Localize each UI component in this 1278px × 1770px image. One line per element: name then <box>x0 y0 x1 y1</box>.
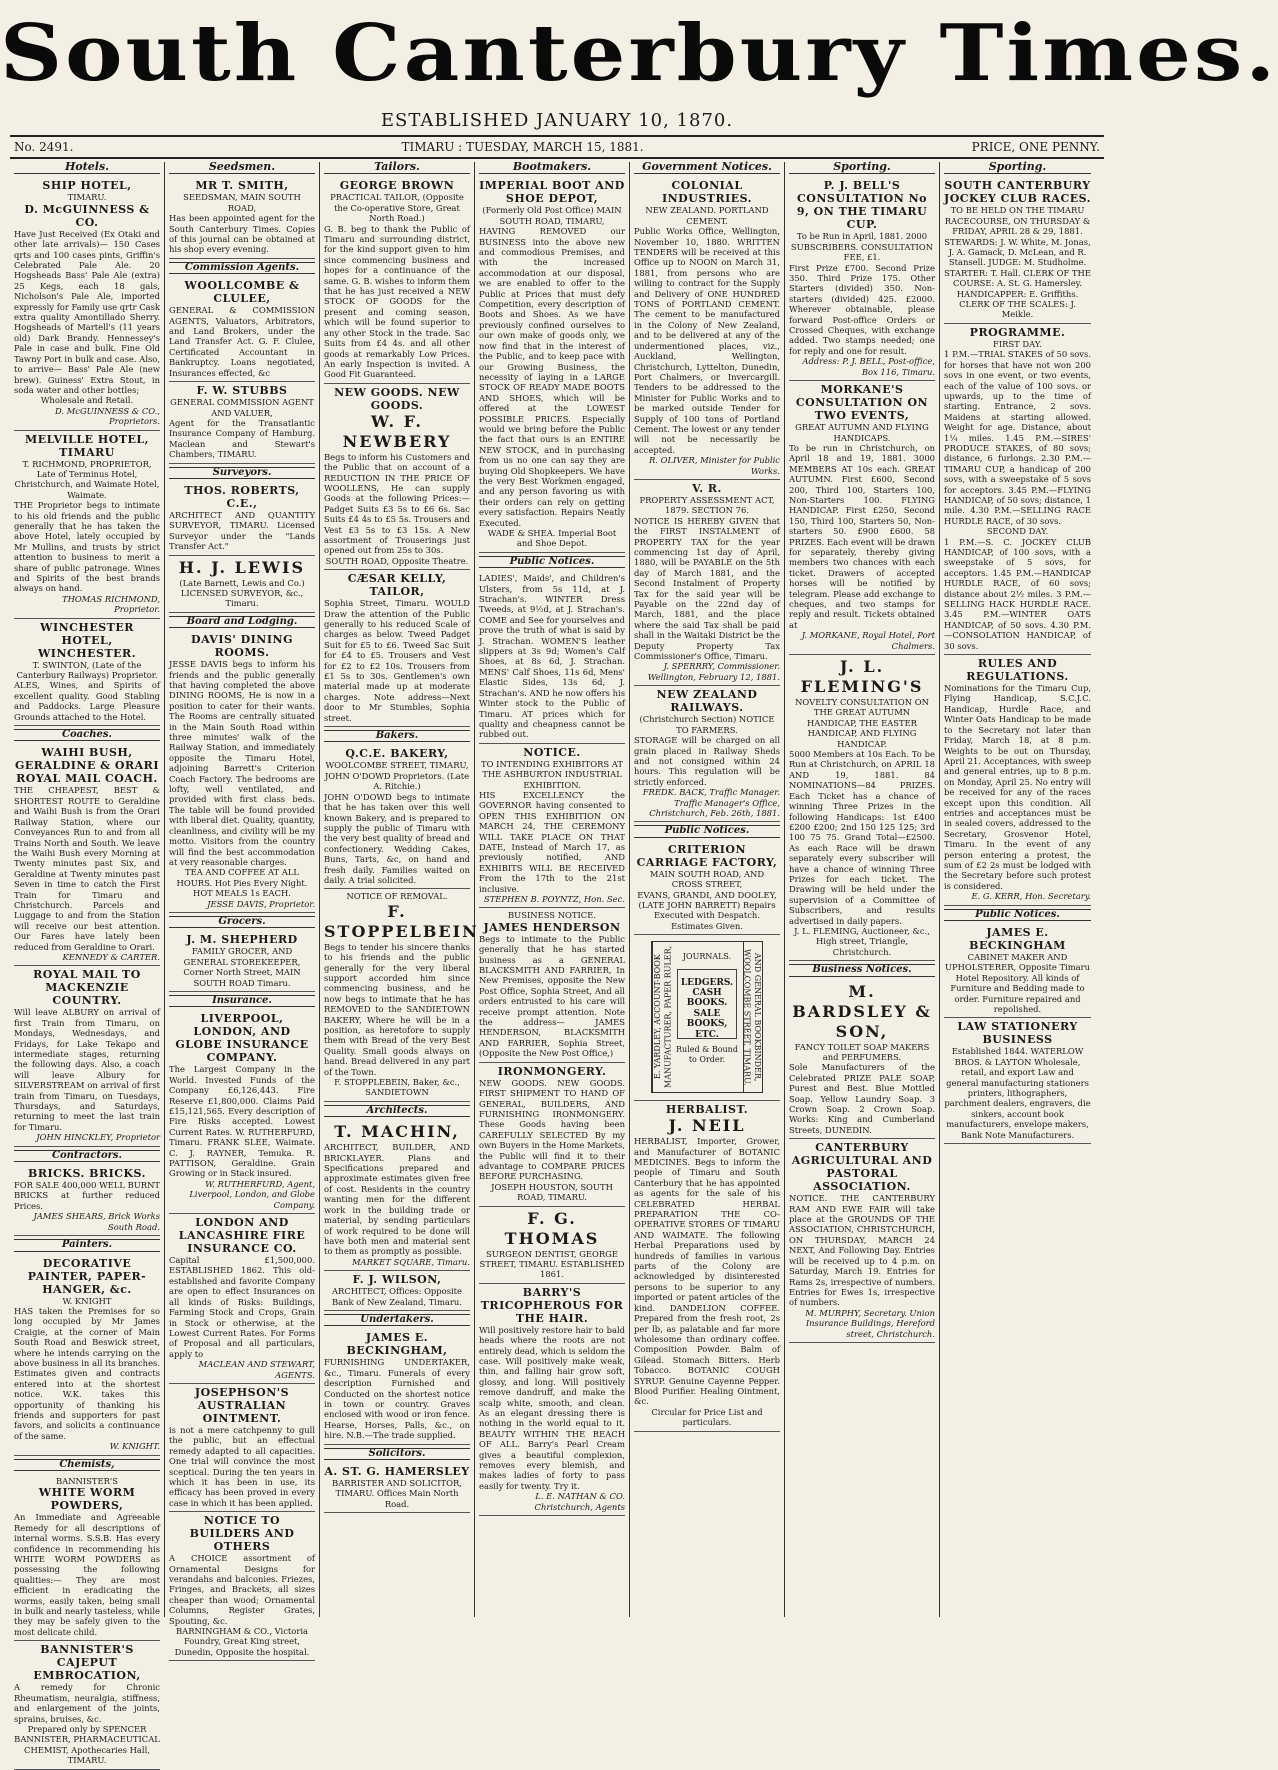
advert <box>479 177 625 552</box>
advert-body: STORAGE will be charged on all grain placed in Railway Sheds and not consigned within 24 hours. This regulation will be strictly enforced. <box>634 735 780 787</box>
column-heading: Hotels. <box>14 162 160 174</box>
advert-heading: NEW GOODS. NEW GOODS. <box>334 385 460 412</box>
advert-heading: PROGRAMME. <box>969 325 1066 339</box>
advert-signature: W. KNIGHT. <box>109 1441 160 1452</box>
advert <box>634 1101 780 1431</box>
advert-subheading: NOTICE OF REMOVAL. <box>346 891 448 902</box>
advert-heading: BANNISTER'S CAJEPUT EMBROCATION, <box>33 1643 141 1683</box>
advert-body: Established 1844. WATERLOW BROS. & LAYTON Wholesale, retail, and export Law and general manufacturing stationers printers, lithographers, parchment dealers, engravers, die sinkers, account book manufacturers, envelope makers, Bank Note Manufacturers. <box>944 1046 1091 1140</box>
advert <box>169 1010 315 1214</box>
advert <box>324 1329 470 1444</box>
advert-body: HIS EXCELLENCY the GOVERNOR having consented to OPEN THIS EXHIBITION ON MARCH 24, THE CEREMONY WILL TAKE PLACE ON THAT DATE, Instead of March 17, as previously notified, AND EXHIBITS WILL BE RECEIVED From the 17th to the 21st inclusive. <box>479 789 625 894</box>
advert-heading: IMPERIAL BOOT AND SHOE DEPOT, <box>479 179 625 206</box>
advert <box>169 631 315 913</box>
advert-body: LADIES', Maids', and Children's Ulsters, from 5s 11d, at J. Strachan's. WINTER Dress Tweeds, at 9½d, at J. Strachan's. COME and See for yourselves and prove the truth of what is said by J. Strachan. WOMEN'S leather slippers at 3s 9d; Women's Calf Shoes, at 8s 6d, J. Strachan. MENS' Calf Shoes, 11s 6d, Mens' Elastic Sides, 13s 6d, J. Strachan's. AND he now offers his Winter stock to the Public of Timaru. AT prices which for quality and cheapness cannot be rubbed out. <box>479 573 625 740</box>
advert-signature: Address: P. J. BELL, Post-office, Box 116, Timaru. <box>802 356 935 377</box>
advert-signature: JAMES SHEARS, Brick Works South Road. <box>33 1211 160 1232</box>
advert <box>479 908 625 1062</box>
advert <box>324 177 470 383</box>
advert-body: ARCHITECT, BUILDER, AND BRICKLAYER. Plans and Specifications prepared and approximate estimates given free of cost. Residents in the country wanting men for the different work in the building trade or material, by sending particulars of work required to be done will have both men and material sent to them as promptly as possible. <box>324 1142 470 1257</box>
advert-heading: NOTICE. <box>523 745 581 759</box>
advert-body: Begs to tender his sincere thanks to his friends and the public generally for the very liberal support accorded him since commencing business, and he now begs to intimate that he has REMOVED to the SANDIETOWN BAKERY, Where he will be in a position, as heretofore to supply them with Bread of the very Best Quality. Small goods always on hand. Bread delivered in any part of the Town. <box>324 941 470 1077</box>
advert-signature: SOUTH ROAD, Opposite Theatre. <box>325 555 469 566</box>
ledger-book-icon <box>677 969 737 1039</box>
advert-subheading: SECOND DAY. <box>986 526 1049 537</box>
advert-body: JESSE DAVIS begs to inform his friends and the public generally that having completed the above DINING ROOMS, He is now in a position to cater for their wants. The Rooms are centrally situated in the Main South Road within three minutes' walk of the Railway Station, and immediately opposite the Timaru Hotel, adjoining Barrett's Criterion Coach Factory. The bedrooms are lofty, well ventilated, and provided with first class beds. The table will be found provided with liberal diet. Quality, quantity, cleanliness, and civility will be my motto. Visitors from the country will find the best accommodation at very reasonable charges. <box>169 659 315 867</box>
advert-body: A CHOICE assortment of Ornamental Designs for verandahs and balconies. Friezes, Fringes, and Brackets, all sizes cheaper than wood; Ornamental Columns, Register Grates, Spouting, &c. <box>169 1553 315 1626</box>
section-heading: Commission Agents. <box>169 262 315 274</box>
advert <box>944 1018 1091 1144</box>
advert-signature: WADE & SHEA. Imperial Boot and Shoe Depot. <box>487 528 617 549</box>
advert-body: FOR SALE 400,000 WELL BURNT BRICKS at further reduced Prices. <box>14 1180 161 1211</box>
advert-heading: J. M. SHEPHERD <box>186 933 298 947</box>
advert-signature: MARKET SQUARE, Timaru. <box>351 1256 470 1267</box>
column-sporting-2 <box>940 162 1095 1617</box>
advert-heading: V. R. <box>692 481 722 495</box>
advert-subheading: TO INTENDING EXHIBITORS AT THE ASHBURTON INDUSTRIAL EXHIBITION. <box>481 758 623 790</box>
advert-body: Begs to intimate to the Public generally that he has started business as a GENERAL BLACKSMITH AND FARRIER, In New Premises, opposite the New Post Office, Sophia Street, And all orders entrusted to his care will receive prompt attention. Note the address— JAMES HENDERSON, BLACKSMITH AND FARRIER, Sophia Street, (Opposite the New Post Office,) <box>479 933 625 1059</box>
advert-heading: J. NEIL <box>668 1116 746 1136</box>
advert-heading: A. ST. G. HAMERSLEY <box>324 1465 470 1478</box>
advert-subheading: MAIN SOUTH ROAD, AND CROSS STREET, <box>649 868 765 890</box>
advert-body: 5000 Members at 10s Each. To be Run at Christchurch, on APRIL 18 AND 19, 1881. 84 NOMINATIONS—84 PRIZES. Each Ticket has a chance of winning Three Prizes in the following Handicaps: 1st £400 £200 £200; 2nd 150 125 125; 3rd 100 75 75. Grand Total—£2500. As each Race will be drawn separately every subscriber will have a chance of winning Three Prizes for each ticket. The Drawing will be held under the supervision of a Committee of Subscribers, and results advertised in daily papers. <box>789 749 935 926</box>
advert <box>324 1271 470 1311</box>
section-heading: Business Notices. <box>789 964 935 976</box>
advert-body: (Late Barnett, Lewis and Co.) LICENSED SURVEYOR, &c., Timaru. <box>179 577 305 609</box>
advert-heading: NOTICE TO BUILDERS AND OTHERS <box>189 1514 295 1554</box>
advert-subheading: GENERAL COMMISSION AGENT AND VALUER, <box>170 397 314 418</box>
advert-body: GENERAL & COMMISSION AGENTS, Valuators, Arbitrators, and Land Brokers, under the Land Transfer Act. G. F. Clulee, Certificated Accountant in Bankruptcy. Loans negotiated, Insurances effected, &c <box>169 305 315 378</box>
established-line: ESTABLISHED JANUARY 10, 1870. <box>380 110 734 131</box>
advert <box>324 1463 470 1513</box>
ledger-cash-books: CASH BOOKS. <box>686 988 728 1009</box>
advert-body: ARCHITECT AND QUANTITY SURVEYOR, TIMARU. Licensed Surveyor under the "Lands Transfer Act." <box>169 509 315 552</box>
advert <box>789 177 935 381</box>
advert-signature: J. SPERRRY, Commissioner. Wellington, February 12, 1881. <box>647 661 780 682</box>
advert-signature: BARNINGHAM & CO., Victoria Foundry, Great King street, Dunedin, Opposite the hospital. <box>174 1626 310 1657</box>
advert-subheading: W. KNIGHT <box>62 1295 112 1306</box>
advert-signature: Prepared only by SPENCER BANNISTER, PHARMACEUTICAL CHEMIST, Apothecaries Hall, TIMARU. <box>14 1723 160 1766</box>
advert-body: HERBALIST, Importer, Grower, and Manufacturer of BOTANIC MEDICINES. Begs to inform the people of Timaru and South Canterbury that he has appointed as agents for the sale of his CELEBRATED HERBAL PREPARATION THE CO-OPERATIVE STORES OF TIMARU AND WAIMATE. The following Herbal Preparations used by hundreds of families in various parts of the Colony are acknowledged by disinterested persons to be superior to any imported or patent articles of the kind. DANDELION COFFEE. Prepared from the fresh root, 2s per lb, as palatable and far more wholesome than ordinary coffee. Composition Powder. Balm of Gilead. Stomach Bitters. Herb Tobacco. BOTANIC COUGH SYRUP. Genuine Cayenne Pepper. Blood Purifier. Healing Ointment, &c. <box>634 1136 780 1407</box>
advert-heading: LONDON AND LANCASHIRE FIRE INSURANCE CO. <box>178 1216 306 1256</box>
advert-subheading: TIMARU. <box>67 192 107 203</box>
column-heading: Government Notices. <box>634 162 780 174</box>
advert-body: Sophia Street, Timaru. WOULD Draw the attention of the Public generally to his reduced Scale of charges as below. Tweed Padget Suit for £5 to £6. Tweed Sac Suit for £4 to £5. Trousers and Vest for £2 to £2 10s. Trousers from £1 5s to 30s. Gentlemen's own material made up at moderate charges. Note address—Next door to Mr Stumbles, Sophia street. <box>324 598 470 723</box>
masthead <box>0 0 1278 108</box>
issue-dateline: TIMARU : TUESDAY, MARCH 15, 1881. <box>401 140 644 154</box>
advert-body: ALES, Wines, and Spirits of excellent quality. Good Stabling and Paddocks. Large Pleasure Grounds attached to the Hotel. <box>14 680 160 722</box>
advert-subheading: (Formerly Old Post Office) MAIN SOUTH ROAD, TIMARU, <box>482 205 622 226</box>
advert-heading: JAMES E. BECKINGHAM, <box>346 1331 448 1358</box>
advert-body: THE Proprietor begs to intimate to his old friends and the public generally that he has taken the above Hotel, lately occupied by Mr Mullins, and trusts by strict attention to business to merit a share of public patronage. Wines and Spirits of the best brands always on hand. <box>14 500 160 594</box>
advert <box>634 686 780 822</box>
advert-heading: F. W. STUBBS <box>196 384 288 398</box>
advert <box>634 841 780 935</box>
advert-signature: R. OLIVER, Minister for Public Works. <box>648 455 780 476</box>
advert-heading: F. STOPPELBEIN <box>324 901 479 941</box>
advert <box>324 889 479 1102</box>
issue-price: PRICE, ONE PENNY. <box>971 140 1100 154</box>
ledger-book-label: LEDGERS. <box>680 977 734 988</box>
advert-body: THE CHEAPEST, BEST & SHORTEST ROUTE to Geraldine and Waihi Bush is from the Orari Railway Station, where our Conveyances Run to and from all Trains North and South. We leave the Waihi Bush every Morning at Twenty minutes past Six, and Geraldine at Twenty minutes past Seven in time to catch the First Train for Timaru and Christchurch. Parcels and Luggage to and from the Station will receive our best attention. Our Fares have lately been reduced from Geraldine to Orari. <box>14 785 160 952</box>
advert <box>479 1063 625 1207</box>
advert-subheading: WOOLCOMBE STREET, TIMARU, JOHN O'DOWD Proprietors. (Late A. Ritchie.) <box>324 760 470 792</box>
advert-body: NOTICE. THE CANTERBURY RAM AND EWE FAIR will take place at the GROUNDS OF THE ASSOCIATION, CHRISTCHURCH, ON THURSDAY, MARCH 24 NEXT, And Following Day. Entries will be received up to 4 p.m. on Saturday, March 19. Entries for Rams 2s, irrespective of numbers. Entries for Ewes 1s, irrespective of numbers. <box>789 1193 935 1308</box>
issue-info-bar <box>10 135 1104 159</box>
advert-signature: Circular for Price List and particulars. <box>651 1406 763 1428</box>
advert <box>14 619 160 726</box>
advert-body: JOHN O'DOWD begs to intimate that he has taken over this well known Bakery, and is prepared to supply the public of Timaru with the very best quality of bread and confectionery. Wedding Cakes, Buns, Tarts, &c, on hand and fresh daily. Families waited on daily. A trial solicited. <box>324 791 470 885</box>
column-heading: Sporting. <box>944 162 1091 174</box>
section-heading: Architects. <box>324 1105 470 1117</box>
advert <box>14 966 160 1146</box>
newspaper-title: South Canterbury Times. <box>0 8 1278 100</box>
advert <box>479 744 625 909</box>
advert-body: CABINET MAKER AND UPHOLSTERER, Opposite Timaru Hotel Repository. All kinds of Furniture and Bedding made to order. Furniture repaired and repolished. <box>944 952 1091 1015</box>
advert <box>169 556 315 613</box>
advert <box>789 381 935 655</box>
advert-signature: F. STOPPLEBEIN, Baker, &c., SANDIETOWN <box>334 1077 460 1098</box>
advert-signature: JOSEPH HOUSTON, SOUTH ROAD, TIMARU. <box>491 1181 613 1203</box>
section-heading: Grocers. <box>169 916 315 928</box>
section-heading: Board and Lodging. <box>169 616 315 628</box>
advert-heading: P. J. BELL'S CONSULTATION No 9, ON THE TIMARU CUP. <box>796 179 928 232</box>
advert-signature: MACLEAN AND STEWART, AGENTS. <box>198 1359 315 1380</box>
section-heading: Coaches. <box>14 729 160 741</box>
column-heading: Seedsmen. <box>169 162 315 174</box>
advert <box>169 277 315 382</box>
advert-heading: WOOLLCOMBE & CLULEE, <box>184 279 300 306</box>
advert-ledger <box>634 935 780 1101</box>
advert-signature: D. McGUINNESS & CO., Proprietors. <box>54 405 160 427</box>
advert-body: Has been appointed agent for the South Canterbury Times. Copies of this journal can be obtained at his shop every evening. <box>169 213 315 255</box>
advert-signature: L. E. NATHAN & CO. Christchurch, Agents <box>534 1491 625 1512</box>
advert-heading: LAW STATIONERY BUSINESS <box>957 1020 1078 1047</box>
advert-heading: WHITE WORM POWDERS, <box>38 1486 136 1513</box>
advert-heading: JAMES HENDERSON <box>483 920 621 934</box>
ledger-left-label: E. YARDLEY, ACCOUNT-BOOK MANUFACTURER, PAPER RULER, <box>652 942 671 1092</box>
column-tailors <box>320 160 479 1617</box>
advert-subheading: (Christchurch Section) NOTICE TO FARMERS. <box>639 714 775 735</box>
advert-heading: T. MACHIN, <box>334 1122 460 1142</box>
advert-subheading: T. RICHMOND, PROPRIETOR, Late of Terminus Hotel, Christchurch, and Waimate Hotel, Waimate. <box>14 458 160 500</box>
advert-heading: BRICKS. BRICKS. <box>28 1167 146 1181</box>
advert-body: BARRISTER AND SOLICITOR, TIMARU. Offices Main North Road. <box>332 1478 462 1509</box>
advert <box>169 931 315 992</box>
advert-heading: M. BARDSLEY & SON, <box>792 981 932 1041</box>
advert-heading: NEW ZEALAND RAILWAYS. <box>656 688 758 715</box>
advert <box>479 571 625 744</box>
ledger-sale-books: SALE BOOKS, ETC. <box>686 1008 728 1040</box>
advert <box>324 570 470 727</box>
advert <box>479 1284 625 1516</box>
advert <box>789 980 935 1140</box>
advert-body: First Prize £700. Second Prize 350. Third Prize 175. Other Starters (divided) 350. Non-starters (divided) 425. £2000. Wherever obtainable, please forward Post-office Orders or Crossed Cheques, with exchange added. Two stamps needed; one for reply and one for result. <box>789 262 935 356</box>
advert-body: 1 P.M.—S. C. JOCKEY CLUB HANDICAP, of 100 sovs, with a sweepstake of 5 sovs, for acceptors. 1.45 P.M.—HANDICAP HURDLE RACE, of 60 sovs; distance about 2½ miles. 3 P.M.—SELLING HACK HURDLE RACE. 3.45 P.M.—WINTER OATS HANDICAP, of 50 sovs. 4.30 P.M.—CONSOLATION HANDICAP, of 30 sovs. <box>944 536 1091 651</box>
advert-heading: SHIP HOTEL, <box>42 179 132 193</box>
advert-body: Public Works Office, Wellington, November 10, 1880. WRITTEN TENDERS will be received at this Office up to NOON on March 31, 1881, from persons who are willing to contract for the Supply and Delivery of ONE HUNDRED TONS of PORTLAND CEMENT. The cement to be manufactured in the Colony of New Zealand, and to be delivered at any of the undermentioned places, viz., Auckland, Wellington, Christchurch, Lyttelton, Dunedin, Port Chalmers, or Invercargill. Tenders to be addressed to the Minister for Public Works and to be marked outside Tender for Supply of 100 tons of Portland Cement. The lowest or any tender will not be necessarily be accepted. <box>634 226 780 455</box>
advert-heading: ROYAL MAIL TO MACKENZIE COUNTRY. <box>33 968 141 1008</box>
advert-heading: J. L. FLEMING'S <box>800 657 924 697</box>
ledger-right-label: AND GENERAL BOOKBINDER, WOOLCOMBE STREET, TIMARU. <box>743 942 762 1092</box>
advert-body: Capital £1,500,000. ESTABLISHED 1862. This old-established and favorite Company are open to effect Insurances on all kinds of Risks: Buildings, Farming Stock and Crops, Grain in Stock or otherwise, at the Lowest Current Rates. For Forms of Proposal and all particulars, apply to <box>169 1255 315 1359</box>
column-sporting-1 <box>785 162 940 1617</box>
advert-heading: WAIHI BUSH, GERALDINE & ORARI ROYAL MAIL COACH. <box>15 746 159 786</box>
advert <box>634 177 780 480</box>
advert <box>944 177 1091 323</box>
advert-body: is not a mere catchpenny to gull the public, but an effectual remedy adapted to all capacities. One trial will convince the most sceptical. During the ten years in which it has been in use, its efficacy has been proved in every case in which it has been applied. <box>169 1424 315 1508</box>
advert-heading: D. McGUINNESS & CO. <box>24 202 150 229</box>
advert-heading: DAVIS' DINING ROOMS. <box>191 633 293 660</box>
ledger-journals: JOURNALS. <box>682 952 732 962</box>
advert-heading: H. J. LEWIS <box>178 557 306 577</box>
advert <box>14 1474 160 1641</box>
section-heading: Contractors. <box>14 1150 160 1162</box>
advert-body: SURGEON DENTIST, GEORGE STREET, TIMARU. ESTABLISHED 1861. <box>479 1248 625 1280</box>
advert-subheading: PROPERTY ASSESSMENT ACT, 1879. SECTION 76. <box>639 494 775 516</box>
advert-body: ARCHITECT, Offices: Opposite Bank of New Zealand, Timaru. <box>331 1286 462 1307</box>
column-heading: Tailors. <box>324 162 470 174</box>
advert-heading: SOUTH CANTERBURY JOCKEY CLUB RACES. <box>944 179 1091 206</box>
advert-subheading: TEA AND COFFEE AT ALL HOURS. Hot Pies Every Night. HOT MEALS 1s EACH. <box>176 867 308 899</box>
advert-body: Sole Manufacturers of the Celebrated PRIZE PALE SOAP, Purest and Best. Blue Mottled Soap. Yellow Laundry Soap. 3 Crown Soap. 2 Crown Soap. Works: King and Cumberland Streets, DUNEDIN. <box>789 1062 935 1135</box>
advert-heading: MELVILLE HOTEL, TIMARU <box>25 432 149 459</box>
advert-subheading: FIRST DAY. <box>993 338 1042 349</box>
section-heading: Insurance. <box>169 995 315 1007</box>
advert-heading: CANTERBURY AGRICULTURAL AND PASTORAL ASSOCIATION. <box>791 1141 933 1194</box>
advert-signature: J. L. FLEMING, Auctioneer, &c., High street, Triangle, Christchurch. <box>794 925 930 957</box>
advert-body: 1 P.M.—TRIAL STAKES of 50 sovs. for horses that have not won 200 sovs in one event, or two events, each of the value of 100 sovs. or upwards, up to the time of starting. Entrance, 2 sovs. Maidens at starting allowed. Weight for age. Distance, about 1¼ miles. 1.45 P.M.—SIRES' PRODUCE STAKES, of 80 sovs; distance, 6 furlongs. 2.30 P.M.—TIMARU CUP, a handicap of 200 sovs, with a sweepstake of 5 sovs for acceptors. 3.45 P.M.—FLYING HANDICAP, of 50 sovs; distance, 1 mile. 4.30 P.M.—SELLING RACE HURDLE RACE, of 30 sovs. <box>944 349 1091 526</box>
advert-subheading: GREAT AUTUMN AND FLYING HANDICAPS. <box>795 422 929 443</box>
advert <box>944 655 1091 906</box>
advert-signature: STEPHEN B. POYNTZ, Hon. Sec. <box>483 894 625 904</box>
advert-body: Agent for the Transatlantic Insurance Company of Hamburg. Maclean and Stewart's Chambers, TIMARU. <box>169 417 315 460</box>
advert-heading: LIVERPOOL, LONDON, AND GLOBE INSURANCE COMPANY. <box>175 1012 309 1065</box>
advert-body: Will leave ALBURY on arrival of first Train from Timaru, on Mondays, Wednesdays, and Fridays, for Lake Tekapo and intermediate stages, returning the following days. Also, a coach will leave Albury for SILVERSTREAM on arrival of first train from Timaru, on Tuesdays, Thursdays, and Saturdays, returning to meet the last train for Timaru. <box>14 1007 160 1132</box>
advert-body: Will positively restore hair to bald heads where the roots are not entirely dead, which is seldom the case. Will positively make weak, thin, and falling hair grow soft, glossy, and long. Will positively remove dandruff, and make the scalp white, smooth, and clean. As an elegant dressing there is nothing in the world equal to it. BEAUTY WITHIN THE REACH OF ALL. Barry's Pearl Cream gives a beautiful complexion, removes every blemish, and makes ladies of forty to pass easily for twenty. Try it. <box>479 1324 625 1491</box>
advert-heading: COLONIAL INDUSTRIES. <box>661 179 752 206</box>
advert-heading: Q.C.E. BAKERY, <box>345 747 449 761</box>
advert-heading: CRITERION CARRIAGE FACTORY, <box>636 842 778 869</box>
advert-body: NEW GOODS. NEW GOODS. FIRST SHIPMENT TO HAND OF GENERAL, BUILDERS, AND FURNISHING IRONMONGERY. These Goods having been CAREFULLY SELECTED By my own Buyers in the Home Markets, the Public will find it to their advantage to COMPARE PRICES BEFORE PURCHASING. <box>479 1077 625 1182</box>
ledger-centre <box>671 942 743 1092</box>
advert <box>14 431 160 619</box>
advert-subheading: T. SWINTON, (Late of the Canterbury Railways) Proprietor. <box>16 659 158 681</box>
advert <box>169 382 315 463</box>
section-heading: Public Notices. <box>944 909 1091 921</box>
advert-body: FURNISHING UNDERTAKER, &c., Timaru. Funerals of every description Furnished and Conducted on the shortest notice in town or country. Graves enclosed with wood or iron fence. Hearse, Horses, Palls, &c., on hire. N.B.—The trade supplied. <box>324 1357 470 1441</box>
advert-signature: FREDK. BACK, Traffic Manager. Traffic Manager's Office, Christchurch, Feb. 26th, 1881. <box>642 787 780 818</box>
column-government-notices <box>630 162 785 1617</box>
advert <box>169 1512 315 1661</box>
column-heading: Sporting. <box>789 162 935 174</box>
advert-subheading: NOVELTY CONSULTATION ON THE GREAT AUTUMN HANDICAP, THE EASTER HANDICAP, AND FLYING HANDICAP. <box>795 697 929 749</box>
advert <box>169 1214 315 1384</box>
advert-signature: W. RUTHERFURD, Agent, Liverpool, London, and Globe Company. <box>189 1178 315 1210</box>
advert-body: FAMILY GROCER, AND GENERAL STOREKEEPER, Corner North Street, MAIN SOUTH ROAD Timaru. <box>183 946 301 988</box>
advert <box>169 177 315 258</box>
advert-heading: MR T. SMITH, <box>195 179 289 193</box>
advert-heading: HERBALIST. <box>665 1103 749 1117</box>
advert-body: An Immediate and Agreeable Remedy for all descriptions of internal worms. S.S.B. Has every confidence in recommending his WHITE WORM POWDERS as possessing the following qualities:— They are most efficient in eradicating the worms, easily taken, being small in bulk and nearly tasteless, while they may be safely given to the most delicate child. <box>14 1512 160 1637</box>
section-heading: Painters. <box>14 1239 160 1251</box>
advert-body: To be run in Christchurch, on April 18 and 19, 1881. 3000 MEMBERS AT 10s each. GREAT AUTUMN. First £600, Second 200, Third 100, Starters 100, Non-Starters 100. FLYING HANDICAP. First £250, Second 150, Third 100, Starters 50, Non-starters 50. £900 £600. 58 PRIZES. Each event will be drawn for separately, thereby giving members two chances with each ticket. Drawers of accepted horses will be notified by telegram. Please add exchange to cheques, and two stamps for reply and result. Tickets obtained at <box>789 442 935 630</box>
section-heading: Solicitors. <box>324 1448 470 1460</box>
advert <box>14 1165 160 1236</box>
advert-body: Nominations for the Timaru Cup, Flying Handicap, S.C.J.C. Handicap, Hurdle Race, and Winter Oats Handicap to be made to the Secretary not later than Friday, March 18, at 8 p.m. Weights to be out on Thursday, April 21. Acceptances, with sweep and general entries, up to 8 p.m. on Monday, April 25. No entry will be received for any of the races except upon this condition. All entries and acceptances must be in sealed covers, addressed to the Secretary, Grosvenor Hotel, Timaru. In the event of any person entering a protest, the sum of £2 2s must be lodged with the Secretary before such protest is considered. <box>944 683 1091 891</box>
advert <box>324 384 470 570</box>
columns <box>10 160 1104 1766</box>
advert-heading: JAMES E. BECKINGHAM <box>969 926 1066 952</box>
advert-subheading: To be Run in April, 1881. 2000 SUBSCRIBERS. CONSULTATION FEE, £1. <box>790 231 934 263</box>
advert-heading: F. J. WILSON, <box>352 1273 442 1287</box>
advert <box>634 480 780 686</box>
advert <box>14 744 160 966</box>
advert <box>789 1139 935 1343</box>
advert-heading: BARRY'S TRICOPHEROUS FOR THE HAIR. <box>480 1285 624 1325</box>
column-heading: Bootmakers. <box>479 162 625 174</box>
section-heading: Chemists, <box>14 1459 160 1471</box>
issue-number: No. 2491. <box>14 140 74 154</box>
advert-signature: THOMAS RICHMOND, Proprietor. <box>62 593 160 615</box>
advert-signature: JESSE DAVIS, Proprietor. <box>207 898 315 909</box>
advert-body: A remedy for Chronic Rheumatism, neuralgia, stiffness, and enlargement of the joints, sprains, bruises, &c. <box>14 1682 160 1724</box>
advert-body: Begs to inform his Customers and the Public that on account of a REDUCTION IN THE PRICE OF WOOLLENS, He can supply Goods at the following Prices:— Padget Suits £3 5s to £6 6s. Sac Suits £4 4s to £5 5s. Trousers and Vest £3 5s to £3 15s. A New assortment of Trouserings just opened out from 25s to 30s. <box>324 451 470 556</box>
advert-body: HAS taken the Premises for so long occupied by Mr James Craigie, at the corner of Main South Road and Beswick street, where he intends carrying on the above business in all its branches. Estimates given and contracts entered into at the shortest notice. W.K. takes this opportunity of thanking his friends and supporters for past favors, and solicits a continuance of the same. <box>14 1305 160 1441</box>
advert-heading: CÆSAR KELLY, TAILOR, <box>347 572 447 599</box>
section-heading: Bakers. <box>324 730 470 742</box>
advert <box>14 1641 160 1769</box>
advert-heading: WINCHESTER HOTEL, WINCHESTER. <box>37 620 137 660</box>
advert <box>14 177 160 430</box>
advert <box>324 1120 470 1271</box>
advert-heading: F. G. THOMAS <box>504 1208 600 1248</box>
advert-body: NOTICE IS HEREBY GIVEN that the FIRST INSTALMENT of PROPERTY TAX for the year commencing 1st day of April, 1880, will be PAYABLE on the 5th day of March 1881, and the Second Instalment of Property Tax for the said year will be Payable on the 22nd day of March, 1881, and the place where the said Tax shall be paid shall in the Waitaki District be the Deputy Property Tax Commissioner's Office, Timaru. <box>634 515 780 662</box>
advert-body: Have Just Received (Ex Otaki and other late arrivals)— 150 Cases qrts and 100 cases pints, Griffin's Celebrated Pale Ale. 20 Hogsheads Bass' Pale Ale (extra) 25 Kegs, each 18 gals, Nicholson's Pale Ale, imported expressly for Family use qrtr Cask extra quality Amontillado Sherry. Hogsheads of Martell's (11 years old) Dark Brandy. Hennessey's Pale in case and bulk. Fine Old Tawny Port in bulk and case. Also, to arrive— Bass' Pale Ale (new brew). Guiness' Extra Stout, in soda water and other bottles; <box>14 228 160 395</box>
advert-signature: JOHN HINCKLEY, Proprietor <box>36 1132 160 1143</box>
ledger-illustration <box>651 941 763 1093</box>
advert <box>479 1207 625 1284</box>
advert <box>14 1255 160 1456</box>
advert-subheading: BUSINESS NOTICE. <box>508 910 596 921</box>
advert-heading: IRONMONGERY. <box>497 1064 607 1078</box>
section-heading: Public Notices. <box>634 825 780 837</box>
advert <box>169 482 315 556</box>
advert-heading: DECORATIVE PAINTER, PAPER-HANGER, &c. <box>27 1256 147 1296</box>
column-seedsmen <box>165 160 320 1657</box>
advert-subheading: Wholesale and Retail. <box>40 395 134 406</box>
section-heading: Undertakers. <box>324 1314 470 1326</box>
advert-subheading: TO BE HELD ON THE TIMARU RACECOURSE, ON THURSDAY & FRIDAY, APRIL 28 & 29, 1881. <box>944 205 1091 237</box>
advert <box>789 655 935 961</box>
advert-subheading: SEEDSMAN, MAIN SOUTH ROAD, <box>183 192 301 213</box>
advert <box>944 324 1091 655</box>
advert-subheading: BANNISTER'S <box>56 1476 118 1486</box>
advert-signature: E. G. KERR, Hon. Secretary. <box>971 891 1091 902</box>
column-hotels <box>10 160 165 1766</box>
advert-heading: MORKANE'S CONSULTATION ON TWO EVENTS, <box>795 383 929 423</box>
advert-body: The Largest Company in the World. Invested Funds of the Company £6,126,443. Fire Reserve £1,800,000. Claims Paid £15,121,565. Every description of Fire Risks accepted. Lowest Current Rates. W. RUTHERFURD, Timaru. FRANK SLEE, Waimate. C. J. RAYNER, Temuka. R. PATTISON, Geraldine. Grain Growing or in Stack insured. <box>169 1064 315 1179</box>
advert-heading: GEORGE BROWN <box>339 179 455 193</box>
advert-heading: THOS. ROBERTS, C.E., <box>184 483 300 510</box>
ledger-ruled: Ruled & Bound to Order. <box>676 1044 738 1064</box>
advert-heading: JOSEPHSON'S AUSTRALIAN OINTMENT. <box>194 1385 290 1425</box>
advert-body: EVANS, GRANDI, AND DOOLEY, (LATE JOHN BARRETT) Repairs Executed with Despatch. Estimates Given. <box>637 889 777 931</box>
advert-signature: M. MURPHY, Secretary. Union Insurance Buildings, Hereford street, Christchurch. <box>805 1307 935 1339</box>
advert <box>169 1384 315 1512</box>
advert-subheading: PRACTICAL TAILOR, (Opposite the Co-operative Store, Great North Road.) <box>330 192 464 224</box>
column-bootmakers <box>475 162 630 1617</box>
advert-body: G. B. beg to thank the Public of Timaru and surrounding district, for the kind support given to him since commencing business and hopes for a continuance of the same. G. B. wishes to inform them that he has just received a NEW STOCK OF GOODS for the present and coming season, which will be found superior to any other Stock in the trade. Sac Suits from £4 4s. and all other goods at remarkably Low Prices. An early Inspection is invited. A Good Fit Guaranteed. <box>324 223 470 380</box>
advert-heading: RULES AND REGULATIONS. <box>966 657 1069 684</box>
section-heading: Surveyors. <box>169 467 315 479</box>
section-heading: Public Notices. <box>479 556 625 568</box>
advert-signature: J. MORKANE, Royal Hotel, Port Chalmers. <box>801 630 935 651</box>
advert <box>944 924 1091 1018</box>
advert-subheading: NEW ZEALAND. PORTLAND CEMENT. <box>645 205 769 226</box>
advert-heading: W. F. NEWBERY <box>342 411 452 451</box>
advert-subheading: FANCY TOILET SOAP MAKERS and PERFUMERS. <box>794 1041 930 1062</box>
advert-body: HAVING REMOVED our BUSINESS into the above new and commodious Premises, and with the increased accommodation at our disposal, we are enabled to offer to the Public at Prices that must defy Competition, every description of Boots and Shoes. As we have previously confined ourselves to our own make of goods only, we now find that in the interest of the Public, and to keep pace with our Growing Business, the necessity of laying in a LARGE STOCK OF READY MADE BOOTS AND SHOES, which will be offered at the LOWEST POSSIBLE PRICES. Especially would we bring before the Public the fact that ours is an ENTIRE NEW STOCK, and in purchasing from us no one can say they are buying Old Shopkeepers. We have the very Best Workmen engaged, and any person favoring us with their orders can rely on getting every satisfaction. Repairs Neatly Executed. <box>479 226 625 528</box>
advert <box>324 745 470 889</box>
advert-signature: KENNEDY & CARTER. <box>62 951 160 962</box>
advert-body: STEWARDS: J. W. White, M. Jonas, J. A. Gamack, D. McLean, and R. Stansell. JUDGE: M. Studholme. STARTER: T. Hall. CLERK OF THE COURSE: A. St. G. Hamersley. HANDICAPPER: E. Griffiths. CLERK OF THE SCALES: J. Meikle. <box>944 236 1091 320</box>
